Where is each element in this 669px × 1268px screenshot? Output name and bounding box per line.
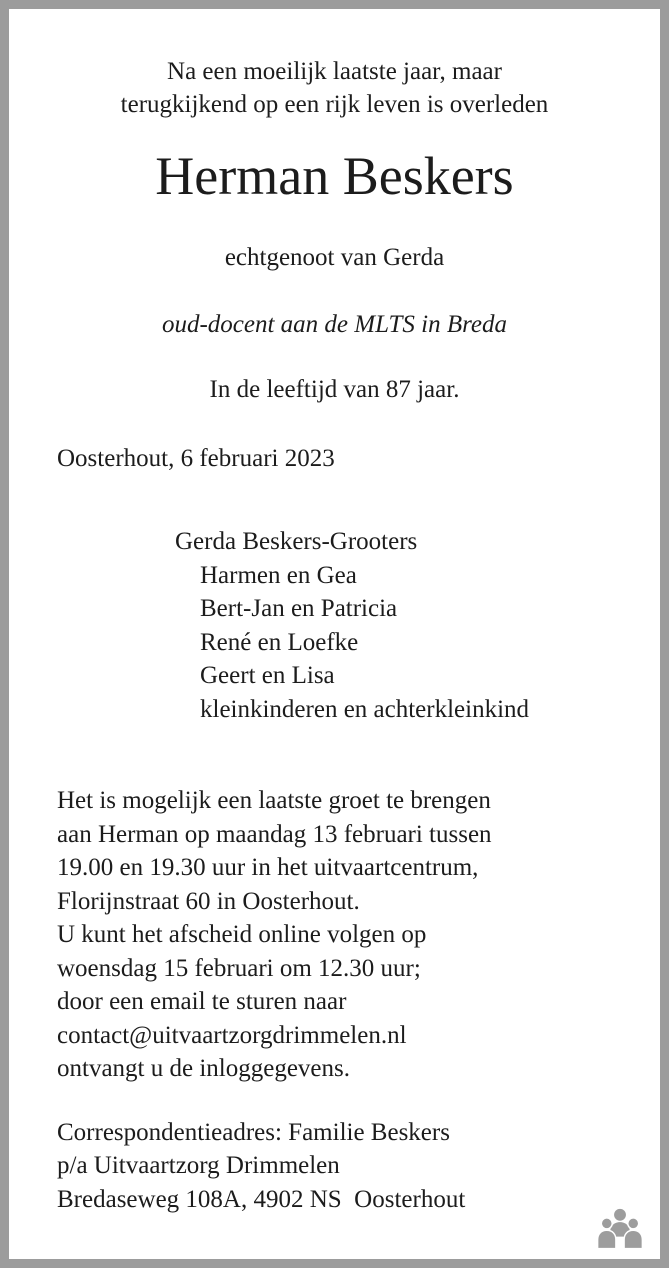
family-member: kleinkinderen en achterkleinkind	[200, 695, 530, 723]
family-partner: Gerda Beskers-Grooters	[175, 528, 418, 555]
place-date: Oosterhout, 6 februari 2023	[57, 445, 335, 472]
intro-text	[9, 55, 660, 121]
intro-line: Na een moeilijk laatste jaar, maar	[167, 58, 502, 85]
intro-line: terugkijkend op een rijk leven is overleden	[120, 91, 549, 118]
message-line: door een email te sturen naar	[57, 988, 347, 1015]
correspondence-line: p/a Uitvaartzorg Drimmelen	[57, 1152, 340, 1179]
deceased-name: Herman Beskers	[155, 146, 514, 206]
message-line: U kunt het afscheid online volgen op	[57, 921, 427, 948]
role-line: oud-docent aan de MLTS in Breda	[161, 311, 508, 338]
correspondence-line: Bredaseweg 108A, 4902 NS Oosterhout	[57, 1185, 466, 1213]
message-line: woensdag 15 februari om 12.30 uur;	[57, 954, 421, 982]
correspondence-address	[9, 1116, 660, 1217]
message-line: Het is mogelijk een laatste groet te brengen	[57, 787, 491, 814]
relation-line: echtgenoot van Gerda	[224, 244, 445, 271]
message-line: 19.00 en 19.30 uur in het uitvaartcentrum,	[57, 854, 479, 881]
email-address: contact@uitvaartzorgdrimmelen.nl	[57, 1021, 407, 1049]
family-member: René en Loefke	[200, 628, 359, 656]
message-line: ontvangt u de inloggegevens.	[57, 1055, 350, 1082]
family-list	[9, 525, 660, 726]
family-member: Harmen en Gea	[200, 561, 357, 589]
family-member: Geert en Lisa	[200, 662, 335, 689]
age-line: In de leeftijd van 87 jaar.	[209, 376, 460, 403]
message-line: aan Herman op maandag 13 februari tussen	[57, 820, 492, 848]
correspondence-line: Correspondentieadres: Familie Beskers	[57, 1118, 450, 1146]
family-group-logo-icon	[596, 1207, 644, 1249]
visitation-message	[9, 784, 660, 1086]
family-member: Bert-Jan en Patricia	[200, 595, 398, 622]
message-line: Florijnstraat 60 in Oosterhout.	[57, 887, 360, 915]
